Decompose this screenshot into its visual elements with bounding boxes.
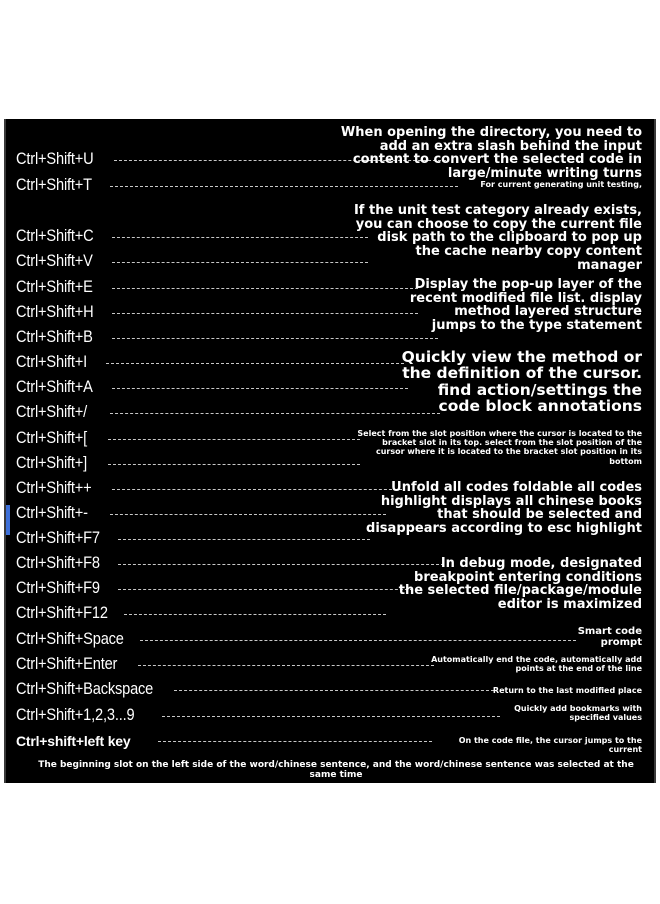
leader-line — [158, 741, 432, 742]
leader-line — [118, 539, 370, 540]
shortcut-row — [16, 301, 336, 323]
shortcut-key: Ctrl+Shift+- — [16, 503, 88, 522]
shortcut-row — [16, 704, 336, 726]
description-debug: In debug mode, designated breakpoint entering conditions the selected file/package/module editor is maximized — [398, 556, 642, 612]
description-last-edit: Return to the last modified place — [492, 686, 642, 695]
leader-line — [112, 388, 408, 389]
leader-line — [140, 640, 576, 641]
shortcut-key: Ctrl+Shift+Enter — [16, 654, 118, 673]
shortcut-key: Ctrl+Shift+/ — [16, 402, 88, 421]
shortcut-row — [16, 452, 336, 474]
shortcut-row — [16, 628, 336, 650]
shortcut-row — [16, 527, 336, 549]
shortcut-row — [16, 678, 336, 700]
leader-line — [112, 237, 368, 238]
leader-line — [108, 439, 360, 440]
description-recent-files: Display the pop-up layer of the recent modified file list. display method layered structure jumps to the type statement — [409, 277, 642, 333]
shortcut-cheat-sheet — [4, 119, 656, 783]
shortcut-row — [16, 225, 336, 247]
shortcut-key: Ctrl+Shift+F7 — [16, 528, 100, 547]
shortcut-key: Ctrl+Shift+T — [16, 175, 92, 194]
shortcut-row — [16, 250, 336, 272]
shortcut-key: Ctrl+Shift+] — [16, 453, 88, 472]
edge-marker — [6, 505, 10, 535]
shortcut-row — [16, 351, 336, 373]
shortcut-row — [16, 552, 336, 574]
description-directory-case: When opening the directory, you need to add an extra slash behind the input content to convert the selected code in large/minute writing turns — [340, 125, 642, 181]
leader-line — [124, 614, 386, 615]
leader-line — [162, 716, 500, 717]
shortcut-key: Ctrl+Shift+F8 — [16, 553, 100, 572]
description-unit-test: For current generating unit testing, — [480, 180, 642, 189]
leader-line — [112, 313, 418, 314]
leader-line — [118, 589, 418, 590]
shortcut-key: Ctrl+Shift+I — [16, 352, 88, 371]
shortcut-row — [16, 401, 336, 423]
description-bracket-select: Select from the slot position where the cursor is located to the bracket slot in its top. select from the slot position of the cursor where it is located to the bracket slot position in its bottom — [357, 429, 642, 466]
description-complete-statement: Automatically end the code, automatically add points at the end of the line — [431, 655, 642, 674]
description-quick-view: Quickly view the method or the definition of the cursor. find action/settings the code block annotations — [401, 348, 642, 415]
description-bookmarks: Quickly add bookmarks with specified values — [514, 704, 642, 723]
shortcut-row — [16, 276, 336, 298]
description-smart-code: Smart code prompt — [577, 626, 642, 648]
shortcut-row — [16, 653, 336, 675]
leader-line — [112, 338, 438, 339]
shortcut-key: Ctrl+Shift+[ — [16, 428, 88, 447]
leader-line — [138, 665, 434, 666]
leader-line — [110, 186, 458, 187]
shortcut-key: Ctrl+Shift+A — [16, 377, 93, 396]
shortcut-row — [16, 477, 336, 499]
leader-line — [112, 262, 368, 263]
shortcut-key: Ctrl+Shift+V — [16, 251, 93, 270]
leader-line — [110, 413, 440, 414]
shortcut-row — [16, 577, 336, 599]
shortcut-key: Ctrl+Shift+U — [16, 149, 94, 168]
shortcut-key: Ctrl+Shift+H — [16, 302, 94, 321]
shortcut-key: Ctrl+Shift+Space — [16, 629, 124, 648]
leader-line — [106, 363, 404, 364]
description-cursor-jump: On the code file, the cursor jumps to the current — [458, 736, 642, 755]
description-fold-codes: Unfold all codes foldable all codes highlight displays all chinese books that should be selected and disappears according to esc highlight — [366, 480, 642, 536]
shortcut-key: Ctrl+Shift+1,2,3...9 — [16, 705, 135, 724]
description-copy-path: If the unit test category already exists, you can choose to copy the current file disk path to the clipboard to pop up the cache nearby copy content manager — [353, 203, 642, 273]
footer-note: The beginning slot on the left side of the word/chinese sentence, and the word/chinese sentence was selected at the same time — [38, 760, 634, 780]
shortcut-key: Ctrl+Shift+E — [16, 277, 93, 296]
leader-line — [112, 288, 418, 289]
leader-line — [112, 489, 402, 490]
shortcut-key: Ctrl+Shift+F9 — [16, 578, 100, 597]
leader-line — [108, 464, 360, 465]
shortcut-key: Ctrl+Shift+C — [16, 226, 94, 245]
shortcut-key: Ctrl+Shift++ — [16, 478, 92, 497]
shortcut-row — [16, 326, 336, 348]
shortcut-key: Ctrl+Shift+Backspace — [16, 679, 154, 698]
shortcut-key: Ctrl+Shift+F12 — [16, 603, 108, 622]
shortcut-row — [16, 376, 336, 398]
shortcut-key: Ctrl+shift+left key — [16, 733, 131, 749]
shortcut-row — [16, 502, 336, 524]
leader-line — [110, 514, 386, 515]
shortcut-row — [16, 174, 336, 196]
shortcut-row — [16, 602, 336, 624]
shortcut-key: Ctrl+Shift+B — [16, 327, 93, 346]
shortcut-row — [16, 148, 336, 170]
shortcut-row — [16, 427, 336, 449]
